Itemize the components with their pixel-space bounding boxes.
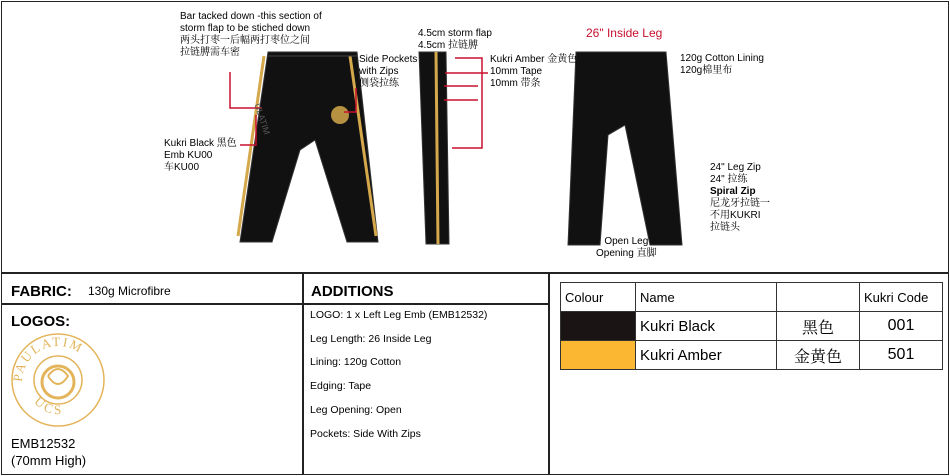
logo-size: (70mm High) — [11, 453, 87, 468]
addition-leg-opening: Leg Opening: Open — [310, 404, 402, 416]
header-name: Name — [636, 283, 777, 312]
colour-table-header — [561, 283, 943, 312]
left-vertical-divider — [302, 273, 304, 475]
kukri-amber-note: Kukri Amber 金黄色 10mm Tape 10mm 带条 — [490, 54, 578, 89]
front-pants-view — [238, 52, 378, 242]
open-leg-note: Open Leg Opening 直脚 — [596, 236, 657, 259]
storm-flap-note: 4.5cm storm flap 4.5cm 拉链膊 — [418, 28, 492, 51]
logo-text-top: PAULATIM — [10, 333, 87, 383]
side-pants-shape — [419, 52, 449, 244]
header-code: Kukri Code — [860, 283, 943, 312]
colour-code: 501 — [860, 341, 943, 370]
leg-zip-note: 24" Leg Zip 24" 拉练 Spiral Zip 尼龙牙拉链一 不用KUKRI 拉链头 — [710, 162, 770, 233]
inside-leg-note: 26" Inside Leg — [586, 26, 663, 40]
lining-note: 120g Cotton Lining 120g棉里布 — [680, 53, 764, 76]
side-pockets-note: Side Pockets with Zips 侧袋拉练 — [359, 54, 418, 89]
pant-print-text: ULATIM — [252, 102, 272, 136]
addition-logo: LOGO: 1 x Left Leg Emb (EMB12532) — [310, 309, 488, 321]
back-pants-view — [568, 52, 682, 245]
addition-edging: Edging: Tape — [310, 380, 372, 392]
colour-table — [560, 282, 943, 370]
right-vertical-divider — [548, 273, 550, 475]
fabric-divider — [1, 303, 548, 305]
header-chinese — [777, 283, 860, 312]
header-colour: Colour — [561, 283, 636, 312]
addition-pockets: Pockets: Side With Zips — [310, 428, 421, 440]
addition-leg-length: Leg Length: 26 Inside Leg — [310, 333, 432, 345]
colour-row — [561, 312, 943, 341]
side-pants-view — [419, 52, 449, 244]
colour-swatch — [561, 312, 636, 341]
colour-chinese: 金黄色 — [777, 341, 860, 370]
section-divider — [1, 272, 949, 274]
logo-code: EMB12532 — [11, 436, 76, 451]
leader-storm-flap — [452, 58, 482, 148]
colour-name: Kukri Black — [636, 312, 777, 341]
side-stripe — [436, 52, 438, 244]
back-pants-shape — [568, 52, 682, 245]
colour-name: Kukri Amber — [636, 341, 777, 370]
bar-tacked-note: Bar tacked down -this section of storm flap to be stiched down 两头打枣一后幅两打枣位之间 拉链膊需车密 — [180, 11, 322, 58]
colour-chinese: 黑色 — [777, 312, 860, 341]
additions-label: ADDITIONS — [311, 283, 394, 300]
kukri-black-note: Kukri Black 黑色 Emb KU00 车KU00 — [164, 138, 237, 173]
colour-row — [561, 341, 943, 370]
front-logo-emb — [331, 106, 349, 124]
colour-swatch — [561, 341, 636, 370]
colour-code: 001 — [860, 312, 943, 341]
addition-lining: Lining: 120g Cotton — [310, 356, 402, 368]
fabric-value: 130g Microfibre — [88, 284, 171, 298]
fabric-label: FABRIC: — [11, 283, 72, 300]
logo-text-bottom: UCS — [31, 393, 65, 418]
school-logo — [10, 332, 106, 428]
logos-label: LOGOS: — [11, 313, 71, 330]
